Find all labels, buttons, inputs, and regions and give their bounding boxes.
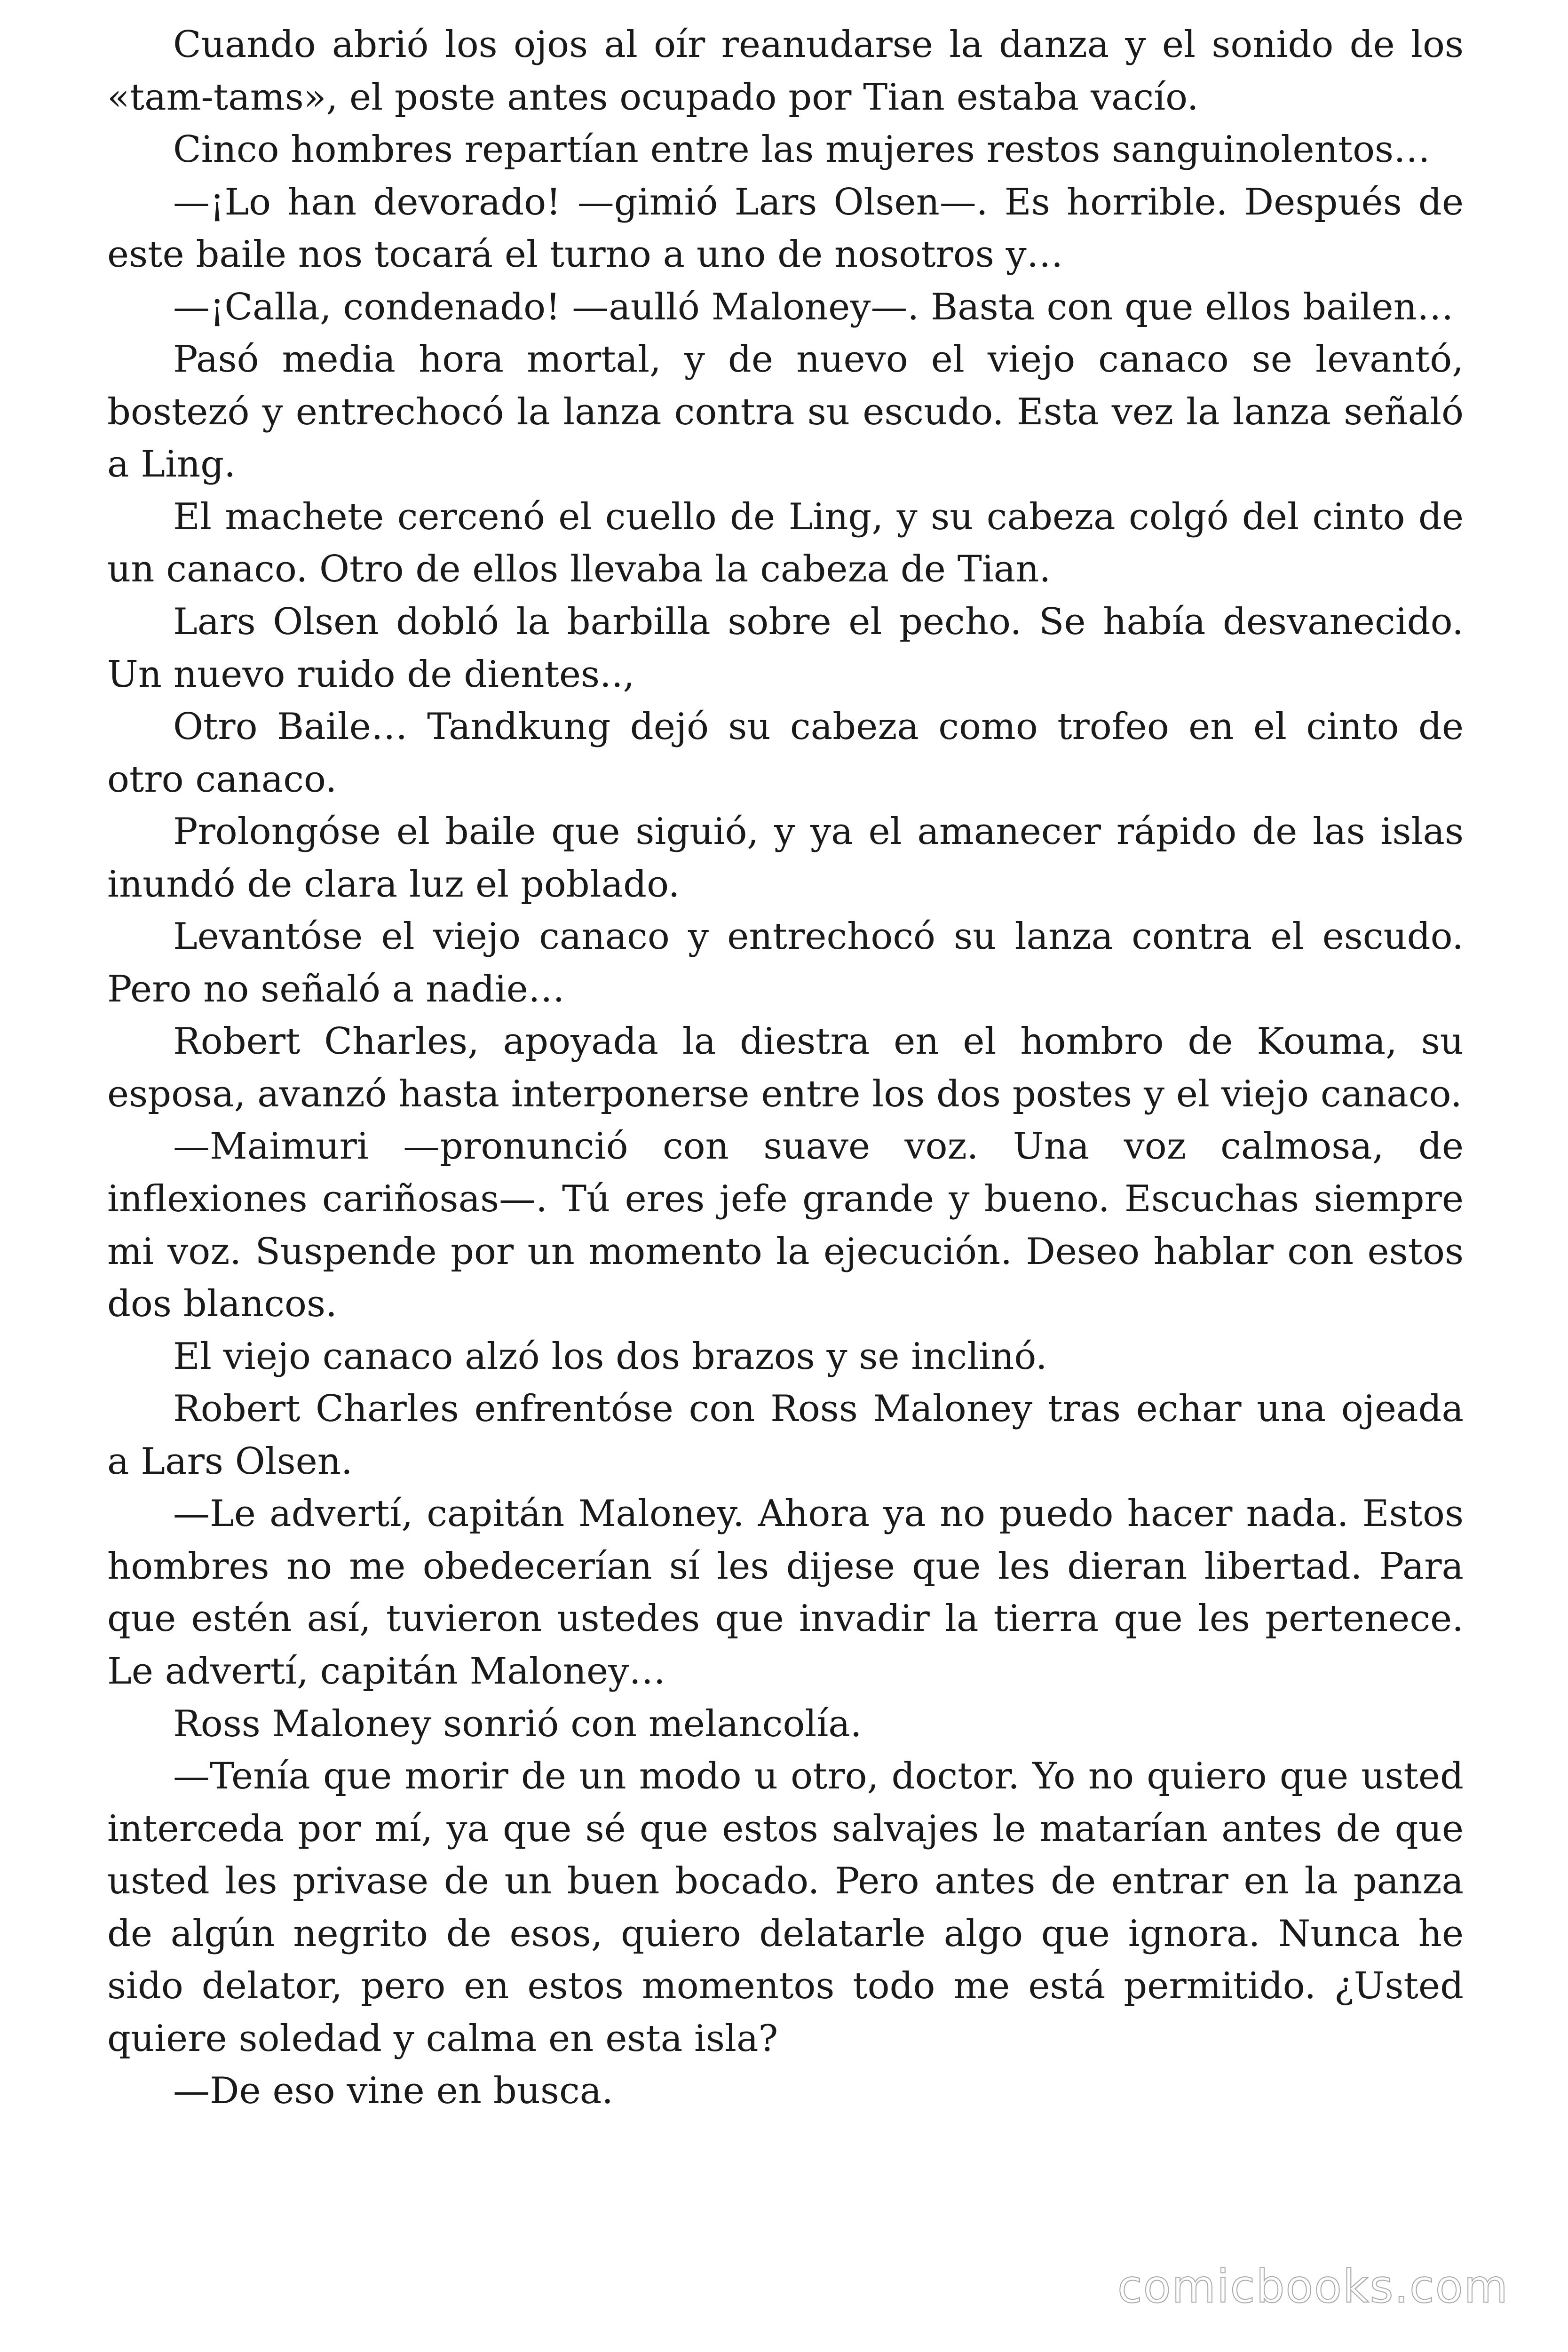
paragraph: —Le advertí, capitán Maloney. Ahora ya no puedo hacer nada. Estos hombres no me obedecerían sí les dijese que les dieran libertad. Para que estén así, tuvieron ustedes que invadir la tierra que les pertenece. Le advertí, capitán Maloney… <box>107 1493 1464 1692</box>
paragraph: Robert Charles enfrentóse con Ross Maloney tras echar una ojeada a Lars Olsen. <box>107 1388 1464 1483</box>
watermark: comicbooks.com <box>1117 2260 1509 2313</box>
paragraph: Lars Olsen dobló la barbilla sobre el pecho. Se había desvanecido. Un nuevo ruido de dientes.., <box>107 601 1464 696</box>
paragraph: Pasó media hora mortal, y de nuevo el viejo canaco se levantó, bostezó y entrechocó la lanza contra su escudo. Esta vez la lanza señaló a Ling. <box>107 338 1464 486</box>
paragraph: Robert Charles, apoyada la diestra en el hombro de Kouma, su esposa, avanzó hasta interponerse entre los dos postes y el viejo canaco. <box>107 1020 1464 1115</box>
paragraph: —Maimuri —pronunció con suave voz. Una voz calmosa, de inflexiones cariñosas—. Tú eres jefe grande y bueno. Escuchas siempre mi voz. Suspende por un momento la ejecución. Deseo hablar con estos dos blancos. <box>107 1125 1464 1326</box>
paragraph: Cuando abrió los ojos al oír reanudarse la danza y el sonido de los «tam-tams», el poste antes ocupado por Tian estaba vacío. <box>107 24 1464 119</box>
paragraph: El machete cercenó el cuello de Ling, y su cabeza colgó del cinto de un canaco. Otro de ellos llevaba la cabeza de Tian. <box>107 495 1464 591</box>
paragraph: —¡Lo han devorado! —gimió Lars Olsen—. Es horrible. Después de este baile nos tocará el turno a uno de nosotros y… <box>107 181 1464 276</box>
paragraph: Levantóse el viejo canaco y entrechocó su lanza contra el escudo. Pero no señaló a nadie… <box>107 915 1464 1010</box>
paragraph: —Tenía que morir de un modo u otro, doctor. Yo no quiero que usted interceda por mí, ya que sé que estos salvajes le matarían antes de que usted les privase de un buen bocado. Pero antes de entrar en la panza de algún negrito de esos, quiero delatarle algo que ignora. Nunca he sido delator, pero en estos momentos todo me está permitido. ¿Usted quiere soledad y calma en esta isla? <box>107 1755 1464 2060</box>
paragraph: Otro Baile… Tandkung dejó su cabeza como trofeo en el cinto de otro canaco. <box>107 706 1464 801</box>
paragraph: Ross Maloney sonrió con melancolía. <box>173 1702 862 1745</box>
paragraph: El viejo canaco alzó los dos brazos y se inclinó. <box>173 1335 1047 1378</box>
paragraph: —De eso vine en busca. <box>173 2070 613 2113</box>
paragraph: Prolongóse el baile que siguió, y ya el amanecer rápido de las islas inundó de clara luz el poblado. <box>107 810 1464 906</box>
paragraph: Cinco hombres repartían entre las mujeres restos sanguinolentos… <box>173 128 1431 171</box>
paragraph: —¡Calla, condenado! —aulló Maloney—. Basta con que ellos bailen… <box>173 286 1454 328</box>
book-page-text <box>107 19 1464 2118</box>
